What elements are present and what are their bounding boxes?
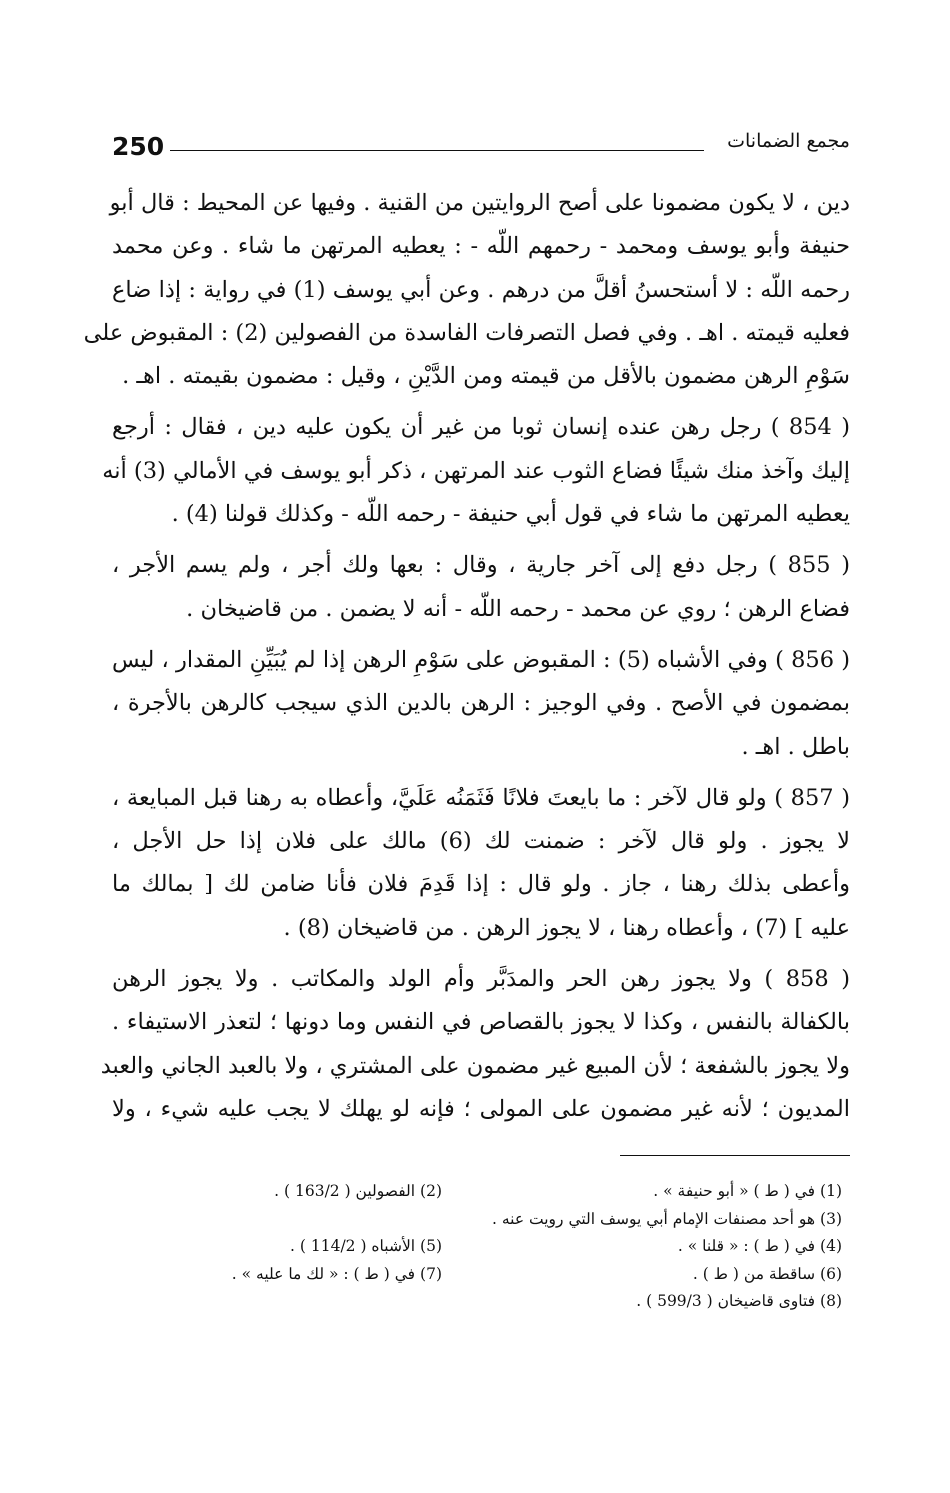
- footnote-row: [112, 1182, 850, 1210]
- text-line: يعطيه المرتهن ما شاء في قول أبي حنيفة - رحمه اللّه - وكذلك قولنا (4) .: [171, 501, 850, 528]
- footnote: (1) في ( ط ) « أبو حنيفة » .: [653, 1182, 842, 1200]
- text-line: فعليه قيمته . اهـ . وفي فصل التصرفات الفاسدة من الفصولين (2) : المقبوض على: [83, 319, 850, 346]
- text-line: حنيفة وأبو يوسف ومحمد - رحمهم اللّه - : يعطيه المرتهن ما شاء . وعن محمد: [112, 233, 850, 260]
- text-line: سَوْمِ الرهن مضمون بالأقل من قيمته ومن الدَّيْنِ ، وقيل : مضمون بقيمته . اهـ .: [122, 363, 850, 390]
- text-line: لا يجوز . ولو قال لآخر : ضمنت لك (6) مالك على فلان إذا حل الأجل ،: [112, 828, 851, 855]
- text-line: بالكفالة بالنفس ، وكذا لا يجوز بالقصاص في النفس وما دونها ؛ لتعذر الاستيفاء .: [112, 1009, 850, 1036]
- footnote-row: [112, 1265, 850, 1293]
- text-line: إليك وآخذ منك شيئًا فضاع الثوب عند المرتهن ، ذكر أبو يوسف في الأمالي (3) أنه: [102, 457, 850, 484]
- text-line: المديون ؛ لأنه غير مضمون على المولى ؛ فإنه لو يهلك لا يجب عليه شيء ، ولا: [112, 1095, 850, 1122]
- header-rule: [170, 150, 704, 151]
- running-title: مجمع الضمانات: [727, 130, 850, 152]
- footnote-rule: [620, 1155, 850, 1156]
- text-line: رحمه اللّه : لا أستحسنُ أقلَّ من درهم . وعن أبي يوسف (1) في رواية : إذا ضاع: [112, 276, 850, 303]
- footnote: (5) الأشباه ( 114/2 ) .: [290, 1237, 442, 1255]
- text-line: بمضمون في الأصح . وفي الوجيز : الرهن بالدين الذي سيجب كالرهن بالأجرة ،: [112, 690, 850, 717]
- footnote: (3) هو أحد مصنفات الإمام أبي يوسف التي رويت عنه .: [492, 1209, 842, 1228]
- body-text: [83, 186, 851, 1135]
- text-line: فضاع الرهن ؛ روي عن محمد - رحمه اللّه - أنه لا يضمن . من قاضيخان .: [186, 595, 850, 622]
- footnotes: [112, 1182, 850, 1320]
- text-line: عليه ] (7) ، وأعطاه رهنا ، لا يجوز الرهن . من قاضيخان (8) .: [283, 914, 850, 941]
- footnote-row: [112, 1237, 850, 1265]
- text-line: ( 857 ) ولو قال لآخر : ما بايعتَ فلانًا فَثَمَنُه عَلَيَّ، وأعطاه به رهنا قبل المبايعة ،: [112, 784, 850, 811]
- footnote-row: [112, 1210, 850, 1238]
- text-line: وأعطى بذلك رهنا ، جاز . ولو قال : إذا قَدِمَ فلان فأنا ضامن لك [ بمالك ما: [112, 871, 850, 898]
- footnote: (4) في ( ط ) : « قلنا » .: [677, 1237, 842, 1255]
- text-line: ولا يجوز بالشفعة ؛ لأن المبيع غير مضمون على المشتري ، ولا بالعبد الجاني والعبد: [100, 1052, 850, 1079]
- footnote: (6) ساقطة من ( ط ) .: [692, 1264, 842, 1283]
- footnote: (2) الفصولين ( 163/2 ) .: [274, 1182, 442, 1200]
- page-header: [112, 130, 850, 166]
- footnote: (8) فتاوى قاضيخان ( 599/3 ) .: [636, 1292, 842, 1310]
- footnote: (7) في ( ط ) : « لك ما عليه » .: [231, 1264, 442, 1283]
- text-line: ( 856 ) وفي الأشباه (5) : المقبوض على سَوْمِ الرهن إذا لم يُبَيِّنِ المقدار ، ليس: [112, 646, 850, 673]
- text-line: ( 855 ) رجل دفع إلى آخر جارية ، وقال : بعها ولك أجر ، ولم يسم الأجر ،: [112, 552, 850, 579]
- text-line: دين ، لا يكون مضمونا على أصح الروايتين من القنية . وفيها عن المحيط : قال أبو: [109, 190, 850, 216]
- text-line: ( 854 ) رجل رهن عنده إنسان ثوبا من غير أن يكون عليه دين ، فقال : أرجع: [112, 414, 850, 441]
- page-number: 250: [112, 132, 165, 161]
- text-line: باطل . اهـ .: [741, 733, 850, 760]
- text-line: ( 858 ) ولا يجوز رهن الحر والمدَبَّر وأم الولد والمكاتب . ولا يجوز الرهن: [112, 966, 850, 993]
- footnote-row: [112, 1292, 850, 1320]
